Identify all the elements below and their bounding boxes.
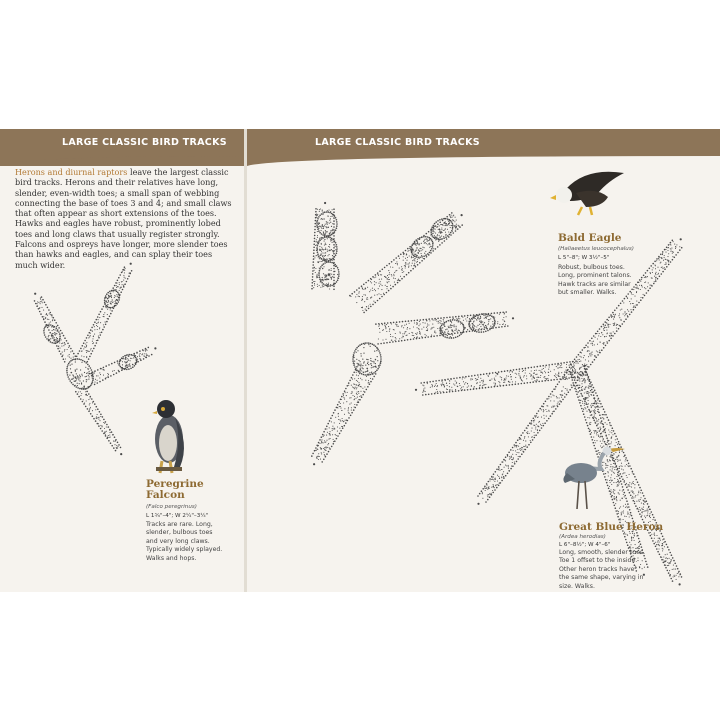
right-page [247, 129, 720, 592]
peregrine-falcon-image [146, 397, 192, 475]
heron-name: Great Blue Heron [559, 521, 664, 533]
falcon-name-line2: Falcon [146, 489, 185, 501]
eagle-desc-line: Long, prominent talons. [558, 272, 632, 280]
heron-track [415, 238, 683, 585]
heron-description [559, 549, 645, 591]
eagle-scientific-name: (Haliaeetus leucocephalus) [558, 246, 634, 252]
eagle-name: Bald Eagle [558, 232, 622, 244]
heron-measurement: L 6"–8½"; W 4"–6" [559, 542, 611, 548]
right-header-title: LARGE CLASSIC BIRD TRACKS [315, 137, 480, 148]
eagle-desc-line: but smaller. Walks. [558, 289, 617, 297]
intro-lead: Herons and diurnal raptors [15, 167, 128, 177]
eagle-description [558, 264, 632, 298]
heron-desc-line: Toe 1 offset to the inside. [559, 557, 638, 565]
heron-scientific-name: (Ardea herodias) [559, 534, 606, 540]
falcon-desc-line: slender, bulbous toes [146, 529, 213, 537]
bald-eagle-image [546, 167, 626, 217]
heron-desc-line: size. Walks. [559, 582, 595, 590]
heron-desc-line: Long, smooth, slender toes. [559, 549, 646, 556]
left-header-title: LARGE CLASSIC BIRD TRACKS [62, 137, 227, 148]
falcon-desc-line: Walks and hops. [146, 554, 197, 562]
falcon-track [34, 263, 157, 456]
falcon-name [146, 479, 204, 501]
great-blue-heron-image [557, 439, 627, 511]
left-page [0, 129, 244, 592]
falcon-desc-line: Tracks are rare. Long, [146, 521, 213, 528]
eagle-track [311, 202, 514, 465]
eagle-desc-line: Robust, bulbous toes. [558, 264, 625, 271]
falcon-description [146, 521, 222, 563]
intro-text: leave the largest classic bird tracks. Herons and their relatives have long, slender, even-width toes; a small span of webbing connecting the base of toes 3 and 4; and small claws that often appear as short extensions of the toes. Hawks and eagles have robust, prominently lobed toes and long claws that usually register strongly. Falcons and ospreys have longer, more slender toes than hawks and eagles, and can splay their toes much wider. [15, 167, 232, 270]
falcon-name-line1: Peregrine [146, 478, 204, 490]
heron-desc-line: Other heron tracks have [559, 565, 635, 573]
eagle-measurement: L 5"–8"; W 3½"–5" [558, 255, 610, 261]
falcon-measurement: L 1¾"–4"; W 2¼"–3¼" [146, 513, 209, 519]
falcon-scientific-name: (Falco peregrinus) [146, 504, 197, 510]
falcon-desc-line: and very long claws. [146, 537, 210, 545]
falcon-desc-line: Typically widely splayed. [146, 546, 223, 554]
heron-desc-line: the same shape, varying in [559, 574, 644, 582]
eagle-desc-line: Hawk tracks are similar [558, 280, 631, 288]
